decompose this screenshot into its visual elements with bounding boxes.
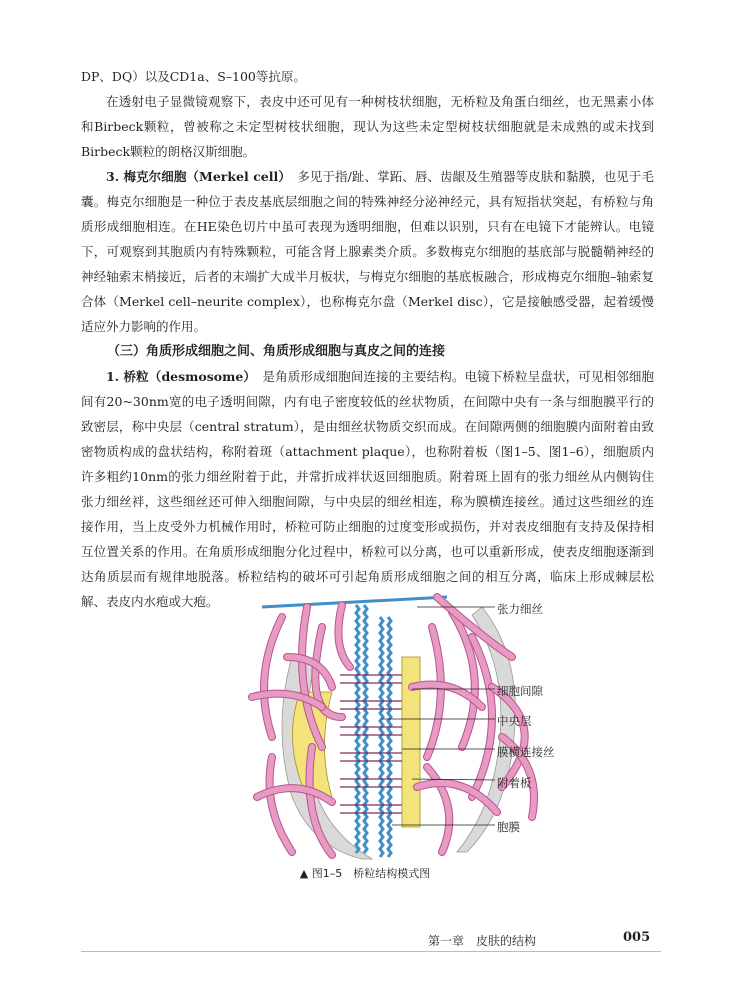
label-cell-membrane: 胞膜 (497, 820, 520, 834)
transmembrane-filament (340, 675, 402, 683)
desmosome-figure (252, 597, 582, 859)
membrane-blue-4 (388, 617, 391, 857)
merkel-cell-text: 多见于指/趾、掌跖、唇、齿龈及生殖器等皮肤和黏膜，也见于毛囊。梅克尔细胞是一种位于表皮基底层细胞之间的特殊神经分泌神经元，具有短指状突起，有桥粒与角质形成细胞相连。在HE染色切片中虽可表现为透明细胞，但难以识别，只有在电镜下才能辨认。电镜下，可观察到其胞质内有特殊颗粒，可能含肾上腺素类介质。多数梅克尔细胞的基底部与脱髓鞘神经的神经轴索末梢接近，后者的末端扩大成半月板状，与梅克尔细胞的基底板融合，形成梅克尔细胞–轴索复合体（Merkel cell–neurite complex），也称梅克尔盘（Merkel disc），它是接触感受器，起着缓慢适应外力影响的作用。 (81, 169, 654, 334)
label-tonofilament: 张力细丝 (497, 602, 543, 616)
label-intercellular-space: 细胞间隙 (497, 684, 543, 698)
label-transmembrane-filament: 膜横连接丝 (497, 745, 555, 759)
running-head: 第一章 皮肤的结构 (428, 934, 537, 948)
label-attachment-plate: 附着板 (497, 776, 532, 790)
paragraph-antigens: DP、DQ）以及CD1a、S–100等抗原。 (81, 69, 306, 84)
merkel-cell-heading: 3. 梅克尔细胞（Merkel cell） (106, 169, 285, 184)
membrane-blue-3 (380, 617, 383, 857)
membrane-blue-1 (356, 605, 359, 853)
transmembrane-filament (340, 779, 402, 787)
membrane-blue-2 (364, 605, 367, 853)
section-heading: （三）角质形成细胞之间、角质形成细胞与真皮之间的连接 (107, 344, 446, 359)
figure-caption: ▲ 图1–5 桥粒结构模式图 (299, 867, 431, 880)
transmembrane-filament (340, 805, 402, 813)
body-text (81, 64, 654, 614)
desmosome-heading: 1. 桥粒（desmosome） (106, 369, 250, 384)
footer-rule (81, 951, 661, 952)
tonofilament-loop (427, 627, 441, 757)
transmembrane-filament (340, 701, 402, 709)
tonofilament-bar (262, 597, 447, 607)
transmembrane-filament (340, 727, 402, 735)
desmosome-text: 是角质形成细胞间连接的主要结构。电镜下桥粒呈盘状，可见相邻细胞间有20~30nm宽的电子透明间隙，内有电子密度较低的丝状物质，在间隙中央有一条与细胞膜平行的致密层，称中央层（central stratum），是由细丝状物质交织而成。在间隙两侧的细胞膜内面附着由致密物质构成的盘状结构，称附着斑（attachment plaque），也称附着板（图1–5、图1–6），细胞质内许多粗约10nm的张力细丝附着于此，并常折成袢状返回细胞质。附着斑上固有的张力细丝从内侧钩住张力细丝袢，这些细丝还可伸入细胞间隙，与中央层的细丝相连，称为膜横连接丝。通过这些细丝的连接作用，当上皮受外力机械作用时，桥粒可防止细胞的过度变形或损伤，并对表皮细胞有支持及保持相互位置关系的作用。在角质形成细胞分化过程中，桥粒可以分离，也可以重新形成，使表皮细胞逐渐到达角质层而有规律地脱落。桥粒结构的破坏可引起角质形成细胞之间的相互分离，临床上形成棘层松解、表皮内水疱或大疱。 (81, 369, 654, 609)
tonofilament-loop (264, 617, 282, 737)
desmosome-diagram (252, 597, 582, 859)
paragraph-dendritic-cells: 在透射电子显微镜观察下，表皮中还可见有一种树枝状细胞，无桥粒及角蛋白细丝，也无黑素小体和Birbeck颗粒，曾被称之未定型树枝状细胞，现认为这些未定型树枝状细胞就是未成熟的或未找到Birbeck颗粒的朗格汉斯细胞。 (81, 94, 654, 159)
label-central-layer: 中央层 (497, 714, 532, 728)
paragraph-merkel-cell (81, 164, 654, 339)
paragraph-desmosome (81, 364, 654, 614)
page-number: 005 (623, 930, 651, 945)
